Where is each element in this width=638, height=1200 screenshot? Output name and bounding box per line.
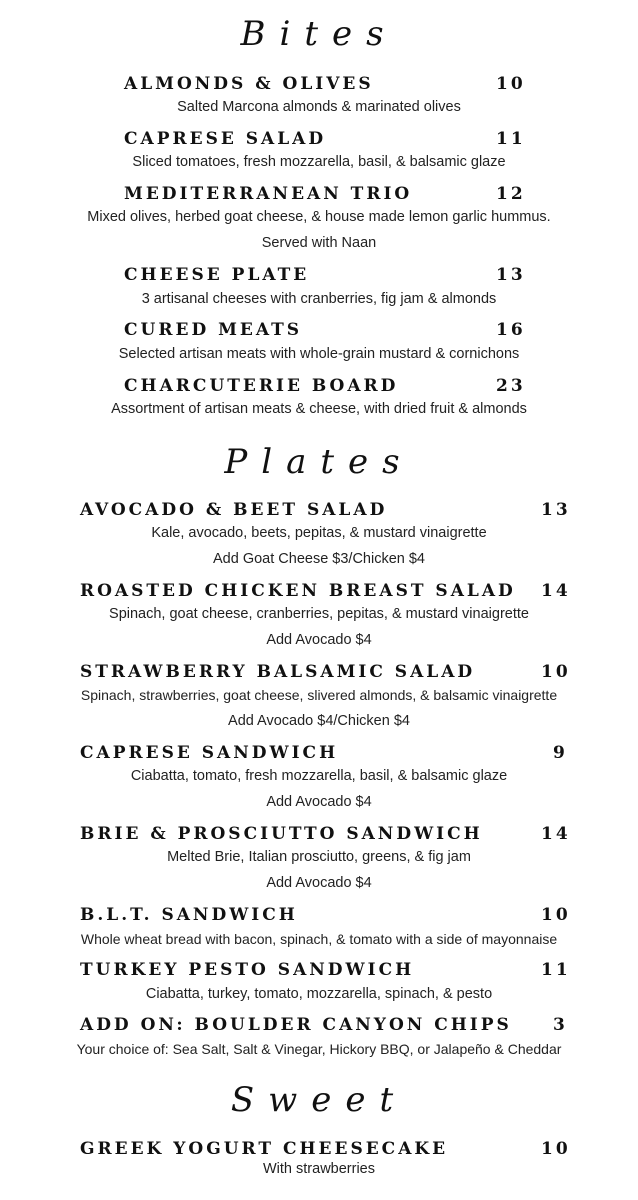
item-description: Spinach, strawberries, goat cheese, slivered almonds, & balsamic vinaigrette	[80, 687, 558, 703]
item-description: Served with Naan	[261, 235, 377, 251]
item-description: Selected artisan meats with whole-grain mustard & cornichons	[118, 346, 520, 362]
item-price: 14	[541, 824, 571, 844]
item-name: CAPRESE SALAD	[124, 129, 327, 149]
item-description: Add Avocado $4	[266, 875, 372, 891]
item-price: 3	[553, 1015, 568, 1035]
item-name: CAPRESE SANDWICH	[80, 743, 339, 763]
item-description: Add Avocado $4	[266, 794, 372, 810]
item-price: 11	[496, 129, 526, 149]
item-name: STRAWBERRY BALSAMIC SALAD	[80, 662, 476, 682]
item-description: Kale, avocado, beets, pepitas, & mustard vinaigrette	[151, 525, 487, 541]
item-description: Ciabatta, turkey, tomato, mozzarella, spinach, & pesto	[145, 986, 493, 1002]
item-name: ALMONDS & OLIVES	[124, 74, 374, 94]
item-name: CHARCUTERIE BOARD	[124, 376, 399, 396]
item-name: ADD ON: BOULDER CANYON CHIPS	[80, 1015, 512, 1035]
item-name: B.L.T. SANDWICH	[80, 905, 298, 925]
item-name: AVOCADO & BEET SALAD	[80, 500, 388, 520]
item-description: Melted Brie, Italian prosciutto, greens, & fig jam	[167, 849, 471, 865]
item-description: Ciabatta, tomato, fresh mozzarella, basil, & balsamic glaze	[130, 768, 508, 784]
item-price: 10	[541, 662, 571, 682]
item-description: Salted Marcona almonds & marinated olives	[177, 99, 461, 115]
item-description: Your choice of: Sea Salt, Salt & Vinegar, Hickory BBQ, or Jalapeño & Cheddar	[76, 1041, 562, 1057]
item-description: With strawberries	[263, 1161, 375, 1177]
item-description: Assortment of artisan meats & cheese, with dried fruit & almonds	[111, 401, 527, 417]
item-name: CHEESE PLATE	[124, 265, 310, 285]
item-description: Whole wheat bread with bacon, spinach, & tomato with a side of mayonnaise	[80, 931, 558, 947]
item-name: GREEK YOGURT CHEESECAKE	[80, 1139, 449, 1159]
item-name: ROASTED CHICKEN BREAST SALAD	[80, 581, 516, 601]
section-heading-sweet: Sweet	[230, 1080, 408, 1120]
item-price: 10	[496, 74, 526, 94]
item-description: 3 artisanal cheeses with cranberries, fig jam & almonds	[141, 291, 497, 307]
item-price: 14	[541, 581, 571, 601]
item-price: 23	[496, 376, 526, 396]
item-description: Add Avocado $4/Chicken $4	[228, 713, 410, 729]
item-name: BRIE & PROSCIUTTO SANDWICH	[80, 824, 483, 844]
item-price: 10	[541, 905, 571, 925]
section-heading-bites: Bites	[240, 14, 398, 54]
item-price: 13	[541, 500, 571, 520]
item-name: TURKEY PESTO SANDWICH	[80, 960, 415, 980]
item-price: 16	[496, 320, 526, 340]
item-description: Spinach, goat cheese, cranberries, pepitas, & mustard vinaigrette	[109, 606, 529, 622]
item-description: Add Avocado $4	[266, 632, 372, 648]
item-name: MEDITERRANEAN TRIO	[124, 184, 413, 204]
item-price: 10	[541, 1139, 571, 1159]
item-description: Add Goat Cheese $3/Chicken $4	[213, 551, 425, 567]
item-name: CURED MEATS	[124, 320, 303, 340]
item-description: Mixed olives, herbed goat cheese, & house made lemon garlic hummus.	[87, 209, 551, 225]
item-description: Sliced tomatoes, fresh mozzarella, basil, & balsamic glaze	[132, 154, 506, 170]
item-price: 13	[496, 265, 526, 285]
section-heading-plates: Plates	[224, 442, 414, 482]
item-price: 9	[553, 743, 568, 763]
item-price: 12	[496, 184, 526, 204]
item-price: 11	[541, 960, 571, 980]
